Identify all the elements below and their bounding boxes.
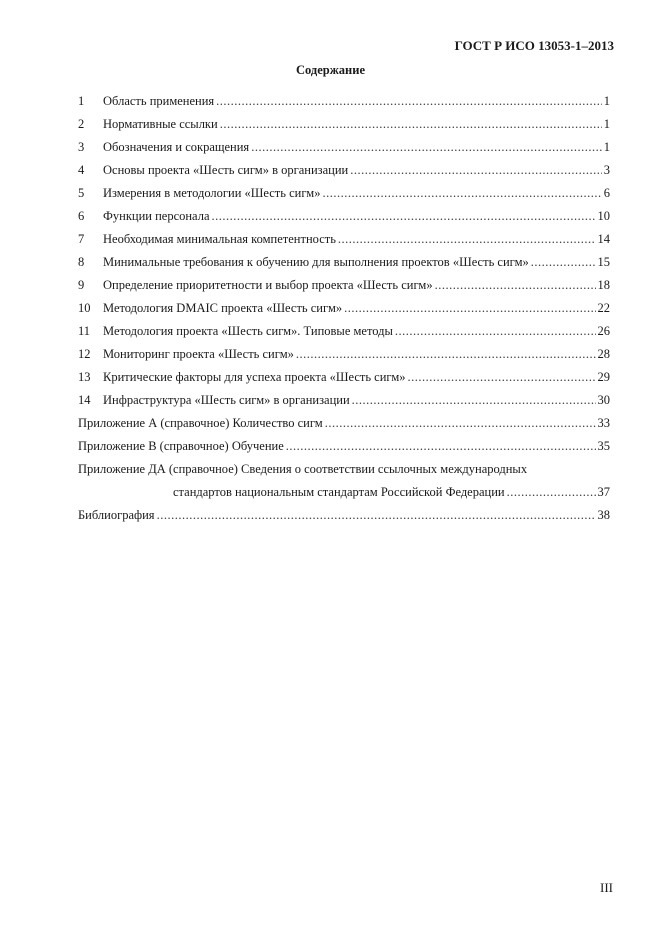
toc-entry-number: 12 xyxy=(78,347,91,361)
leader-dots xyxy=(507,484,596,501)
toc-entry-page: 33 xyxy=(597,416,610,430)
toc-entry-page: 15 xyxy=(597,255,610,269)
leader-dots xyxy=(286,438,596,455)
toc-entry-page: 3 xyxy=(603,163,610,177)
leader-dots xyxy=(435,277,596,294)
toc-entry-page: 10 xyxy=(597,209,610,223)
toc-bibliography[interactable] xyxy=(78,507,610,530)
toc-entry-title: Определение приоритетности и выбор проекта «Шесть сигм» xyxy=(103,278,433,292)
toc-entry-page: 6 xyxy=(603,186,610,200)
leader-dots xyxy=(338,231,596,248)
toc-entry-title: Приложение ДА (справочное) Сведения о соответствии ссылочных международных xyxy=(78,462,528,476)
toc-entry-title: Необходимая минимальная компетентность xyxy=(103,232,336,246)
toc-entry-title: Функции персонала xyxy=(103,209,210,223)
toc-entry-3[interactable] xyxy=(78,139,610,162)
toc-entry-number: 5 xyxy=(78,186,85,200)
leader-dots xyxy=(352,392,596,409)
toc-entry-6[interactable] xyxy=(78,208,610,231)
toc-entry-9[interactable] xyxy=(78,277,610,300)
toc-entry-number: 3 xyxy=(78,140,85,154)
toc-entry-title: Основы проекта «Шесть сигм» в организации xyxy=(103,163,349,177)
toc-entry-page: 30 xyxy=(597,393,610,407)
toc-entry-title: Мониторинг проекта «Шесть сигм» xyxy=(103,347,294,361)
toc-entry-page: 18 xyxy=(597,278,610,292)
leader-dots xyxy=(344,300,595,317)
page-number: III xyxy=(600,880,613,895)
toc-entry-title: Методология DMAIC проекта «Шесть сигм» xyxy=(103,301,343,315)
toc-entry-page: 26 xyxy=(597,324,610,338)
leader-dots xyxy=(212,208,596,225)
toc-entry-number: 11 xyxy=(78,324,91,338)
toc-entry-number: 4 xyxy=(78,163,85,177)
toc-entry-title-continued: стандартов национальным стандартам Российской Федерации xyxy=(173,485,505,499)
toc-entry-title: Обозначения и сокращения xyxy=(103,140,250,154)
leader-dots xyxy=(157,507,596,524)
leader-dots xyxy=(251,139,602,156)
toc-entry-title: Нормативные ссылки xyxy=(103,117,218,131)
leader-dots xyxy=(296,346,596,363)
toc-entry-page: 1 xyxy=(603,140,610,154)
toc-entry-page: 22 xyxy=(597,301,610,315)
toc-entry-title: Приложение А (справочное) Количество сигм xyxy=(78,416,323,430)
toc-entry-number: 14 xyxy=(78,393,91,407)
leader-dots xyxy=(325,415,596,432)
toc-entry-title: Приложение В (справочное) Обучение xyxy=(78,439,284,453)
toc-appendix-da[interactable] xyxy=(78,461,610,484)
toc-entry-title: Библиография xyxy=(78,508,155,522)
toc-entry-number: 6 xyxy=(78,209,85,223)
toc-entry-title: Область применения xyxy=(103,94,215,108)
toc-entry-page: 14 xyxy=(597,232,610,246)
toc-entry-number: 7 xyxy=(78,232,85,246)
toc-appendix-a[interactable] xyxy=(78,415,610,438)
toc-entry-number: 1 xyxy=(78,94,85,108)
toc-entry-page: 37 xyxy=(597,485,610,499)
toc-entry-number: 8 xyxy=(78,255,85,269)
leader-dots xyxy=(531,254,596,271)
toc-entry-number: 2 xyxy=(78,117,85,131)
toc-entry-1[interactable] xyxy=(78,93,610,116)
toc-appendix-b[interactable] xyxy=(78,438,610,461)
toc-entry-page: 1 xyxy=(603,117,610,131)
toc-entry-title: Минимальные требования к обучению для выполнения проектов «Шесть сигм» xyxy=(103,255,529,269)
leader-dots xyxy=(350,162,602,179)
toc-entry-page: 35 xyxy=(597,439,610,453)
toc-entry-8[interactable] xyxy=(78,254,610,277)
toc-title: Содержание xyxy=(295,63,365,77)
toc-entry-page: 38 xyxy=(597,508,610,522)
leader-dots xyxy=(395,323,596,340)
leader-dots xyxy=(322,185,601,202)
toc-entry-14[interactable] xyxy=(78,392,610,415)
toc-entry-7[interactable] xyxy=(78,231,610,254)
leader-dots xyxy=(408,369,596,386)
leader-dots xyxy=(216,93,602,110)
toc-appendix-da-continued[interactable] xyxy=(78,484,610,507)
toc-entry-12[interactable] xyxy=(78,346,610,369)
toc-entry-page: 1 xyxy=(603,94,610,108)
toc-entry-10[interactable] xyxy=(78,300,610,323)
toc-entry-page: 28 xyxy=(597,347,610,361)
toc-entry-13[interactable] xyxy=(78,369,610,392)
toc-entry-title: Измерения в методологии «Шесть сигм» xyxy=(103,186,321,200)
toc-entry-number: 9 xyxy=(78,278,85,292)
toc-entry-page: 29 xyxy=(597,370,610,384)
toc-entry-11[interactable] xyxy=(78,323,610,346)
table-of-contents xyxy=(78,93,610,530)
toc-entry-title: Критические факторы для успеха проекта «Шесть сигм» xyxy=(103,370,406,384)
toc-entry-number: 10 xyxy=(78,301,91,315)
toc-entry-title: Методология проекта «Шесть сигм». Типовые методы xyxy=(103,324,393,338)
toc-entry-5[interactable] xyxy=(78,185,610,208)
toc-entry-number: 13 xyxy=(78,370,91,384)
toc-entry-2[interactable] xyxy=(78,116,610,139)
toc-entry-4[interactable] xyxy=(78,162,610,185)
document-code: ГОСТ Р ИСО 13053-1–2013 xyxy=(454,38,614,53)
leader-dots xyxy=(220,116,602,133)
toc-entry-title: Инфраструктура «Шесть сигм» в организации xyxy=(103,393,350,407)
